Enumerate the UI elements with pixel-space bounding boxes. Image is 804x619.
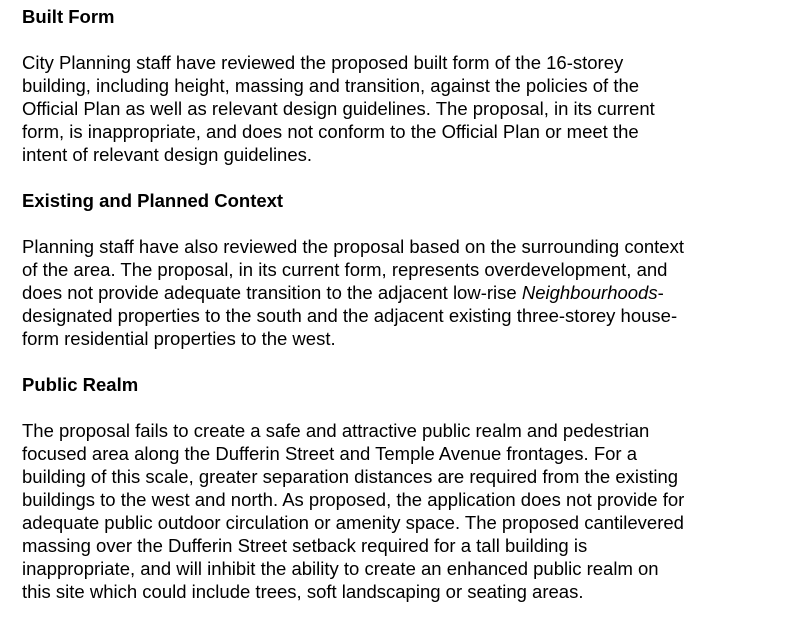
spacer	[22, 396, 792, 419]
section-built-form	[22, 5, 792, 166]
paragraph-line: inappropriate, and will inhibit the ability to create an enhanced public realm on	[22, 558, 659, 579]
paragraph-line: intent of relevant design guidelines.	[22, 144, 313, 165]
paragraph-line: form residential properties to the west.	[22, 328, 336, 349]
document-page	[22, 5, 792, 603]
paragraph-line: building, including height, massing and transition, against the policies of the	[22, 75, 640, 96]
section-existing-planned-context	[22, 189, 792, 350]
paragraph	[22, 419, 792, 603]
spacer	[22, 166, 792, 189]
spacer	[22, 350, 792, 373]
paragraph-line: The proposal fails to create a safe and attractive public realm and pedestrian	[22, 420, 650, 441]
hyphen: -	[657, 282, 664, 303]
section-public-realm	[22, 373, 792, 603]
section-heading: Built Form	[22, 6, 115, 27]
paragraph	[22, 51, 792, 166]
paragraph-line: building of this scale, greater separation distances are required from the existing	[22, 466, 679, 487]
paragraph-line: Official Plan as well as relevant design guidelines. The proposal, in its current	[22, 98, 655, 119]
paragraph-line	[22, 281, 792, 304]
paragraph-line: buildings to the west and north. As proposed, the application does not provide for	[22, 489, 685, 510]
paragraph-line-text: does not provide adequate transition to the adjacent low-rise	[22, 282, 522, 303]
paragraph-line: City Planning staff have reviewed the proposed built form of the 16-storey	[22, 52, 624, 73]
paragraph-line: Planning staff have also reviewed the proposal based on the surrounding context	[22, 236, 684, 257]
paragraph-line: focused area along the Dufferin Street and Temple Avenue frontages. For a	[22, 443, 638, 464]
paragraph-line: form, is inappropriate, and does not conform to the Official Plan or meet the	[22, 121, 639, 142]
paragraph-line: designated properties to the south and the adjacent existing three-storey house-	[22, 305, 678, 326]
section-heading: Public Realm	[22, 374, 139, 395]
paragraph-line: this site which could include trees, soft landscaping or seating areas.	[22, 581, 584, 602]
italic-term: Neighbourhoods	[521, 282, 658, 303]
section-heading: Existing and Planned Context	[22, 190, 284, 211]
paragraph-line: massing over the Dufferin Street setback required for a tall building is	[22, 535, 588, 556]
spacer	[22, 28, 792, 51]
paragraph-line: adequate public outdoor circulation or amenity space. The proposed cantilevered	[22, 512, 684, 533]
paragraph	[22, 235, 792, 350]
paragraph-line: of the area. The proposal, in its current form, represents overdevelopment, and	[22, 259, 668, 280]
spacer	[22, 212, 792, 235]
